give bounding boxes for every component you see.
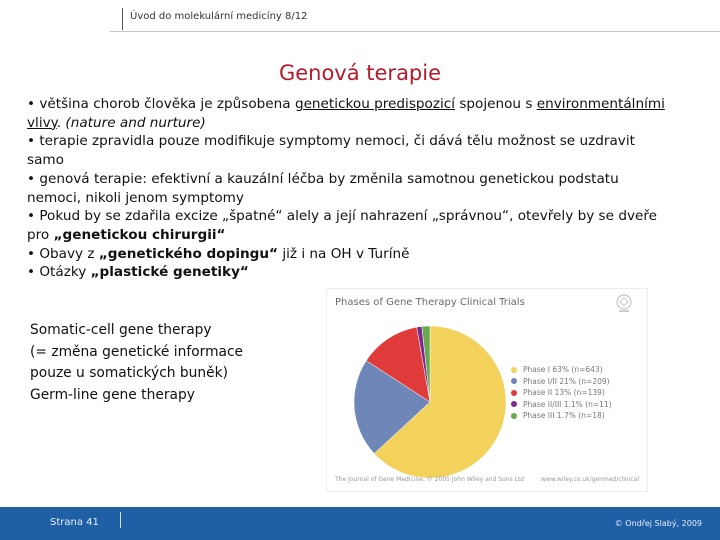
- note-line: (= změna genetické informace: [30, 343, 244, 360]
- chart-title: Phases of Gene Therapy Clinical Trials: [335, 297, 525, 308]
- legend-entry: [511, 376, 612, 388]
- footer-band: [0, 507, 720, 540]
- legend-entry: [511, 410, 612, 422]
- slide-title: Genová terapie: [278, 61, 442, 86]
- legend-swatch: [511, 390, 517, 396]
- bullet-item: • Pokud by se zdařila excize „špatné“ alely a její nahrazení „správnou“, otevřely by se dveře pro „genetickou chirurgii“: [27, 208, 658, 243]
- bullet-list: [27, 95, 667, 282]
- pie-chart-figure: [326, 288, 648, 492]
- footer-divider: [120, 512, 121, 528]
- chart-legend: [511, 364, 612, 422]
- legend-swatch: [511, 401, 517, 407]
- italic-note: (nature and nurture): [65, 114, 206, 131]
- chart-source: The Journal of Gene Medicine, © 2005 John Wiley and Sons Ltd: [335, 476, 525, 483]
- header-band: [0, 0, 720, 32]
- note-line: Somatic-cell gene therapy: [30, 322, 212, 338]
- therapy-types-note: [30, 320, 310, 406]
- legend-swatch: [511, 367, 517, 373]
- header-divider: [122, 8, 123, 30]
- legend-entry: [511, 364, 612, 376]
- header-underline: [110, 31, 720, 32]
- course-title: Úvod do molekulární medicíny 8/12: [130, 11, 308, 22]
- bullet-item: • Otázky „plastické genetiky“: [27, 264, 249, 281]
- page-number: Strana 41: [50, 517, 99, 528]
- copyright: © Ondřej Slabý, 2009: [614, 519, 702, 528]
- legend-label: Phase I/II 21% (n=209): [523, 376, 610, 386]
- legend-label: Phase I 63% (n=643): [523, 365, 603, 375]
- underlined-term: genetickou predispozicí: [294, 96, 456, 112]
- chart-footer: [335, 476, 639, 483]
- bold-term: „plastické genetiky“: [90, 264, 249, 281]
- chart-url: www.wiley.co.uk/genmed/clinical: [540, 476, 639, 483]
- legend-entry: [511, 387, 612, 399]
- bullet-item: • terapie zpravidla pouze modifikuje symptomy nemoci, či dává tělu možnost se uzdravit samo: [27, 133, 635, 169]
- legend-swatch: [511, 378, 517, 384]
- bold-term: „genetickou chirurgii“: [53, 226, 226, 243]
- legend-entry: [511, 399, 612, 411]
- bullet-item: • genová terapie: efektivní a kauzální léčba by změnila samotnou genetickou podstatu nemoci, nikoli jenom symptomy: [27, 170, 619, 206]
- bold-term: „genetického dopingu“: [98, 245, 278, 262]
- underlined-term: environmentálními vlivy: [27, 96, 665, 131]
- note-line: Germ-line gene therapy: [30, 386, 195, 403]
- note-line: pouze u somatických buněk): [30, 365, 229, 381]
- legend-swatch: [511, 413, 517, 419]
- legend-label: Phase III 1.7% (n=18): [523, 411, 605, 421]
- legend-label: Phase II 13% (n=139): [523, 388, 605, 398]
- legend-label: Phase II/III 1.1% (n=11): [523, 399, 612, 409]
- bullet-item: • většina chorob člověka je způsobena genetickou predispozicí spojenou s environmentálními vlivy. (nature and nurture): [27, 96, 665, 131]
- bullet-item: • Obavy z „genetického dopingu“ již i na OH v Turíně: [27, 245, 410, 262]
